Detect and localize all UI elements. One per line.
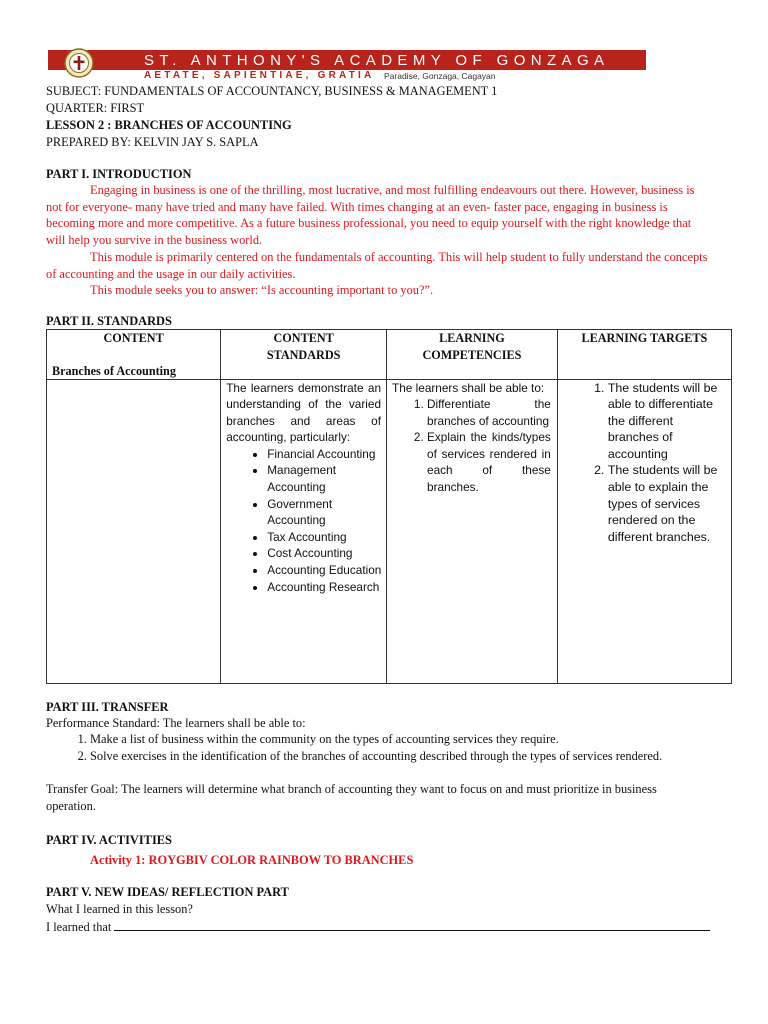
content-label: Branches of Accounting — [52, 363, 176, 378]
competency-item: 2. Explain the kinds/types of services rendered in each of these branches. — [427, 429, 551, 495]
content-body-cell — [47, 379, 221, 683]
answer-prefix: I learned that — [46, 920, 112, 934]
school-seal-icon — [64, 48, 94, 78]
standards-header-cell — [221, 330, 387, 380]
branch-item: • Accounting Research — [267, 579, 386, 596]
standards-header-row — [47, 330, 732, 380]
targets-body-cell — [557, 379, 731, 683]
performance-standard: Performance Standard: The learners shall be able to: — [46, 716, 306, 730]
targets-list — [558, 380, 731, 546]
standards-body-cell — [221, 379, 387, 683]
standards-body-row — [47, 379, 732, 683]
competencies-body-cell — [387, 379, 558, 683]
branch-item: • Financial Accounting — [267, 446, 386, 463]
intro-paragraph-1: Engaging in business is one of the thrilling, most lucrative, and most fulfilling endeavours out there. However, business is not for everyone- many have tried and many have failed. With times changing at an even- faster pace, engaging in business is becoming more and more competitive. As a future business professional, you need to equip yourself with the right knowledge that will help you survive in the business world. — [46, 183, 695, 248]
school-location: Paradise, Gonzaga, Cagayan — [384, 71, 496, 81]
competencies-list — [387, 396, 557, 496]
content-header: CONTENT — [103, 331, 164, 345]
competencies-header: LEARNING COMPETENCIES — [422, 331, 522, 362]
part2-title: PART II. STANDARDS — [46, 314, 172, 328]
branch-item: • Management Accounting — [267, 462, 386, 495]
standards-intro: The learners demonstrate an understanding of the varied branches and areas of accounting, particularly: — [226, 380, 382, 445]
branch-item: • Accounting Education — [267, 562, 386, 579]
part1-title: PART I. INTRODUCTION — [46, 167, 192, 181]
activity-1: Activity 1: ROYGBIV COLOR RAINBOW TO BRANCHES — [90, 853, 414, 867]
standards-header: CONTENT STANDARDS — [266, 331, 341, 362]
prepared-by-line: PREPARED BY: KELVIN JAY S. SAPLA — [46, 135, 259, 149]
competencies-header-cell — [387, 330, 558, 380]
branch-item: • Cost Accounting — [267, 545, 386, 562]
targets-header-cell — [557, 330, 731, 380]
reflection-question: What I learned in this lesson? — [46, 902, 193, 916]
school-motto: AETATE, SAPIENTIAE, GRATIA — [144, 70, 375, 81]
competencies-intro: The learners shall be able to: — [392, 380, 545, 395]
subject-line: SUBJECT: FUNDAMENTALS OF ACCOUNTANCY, BUSINESS & MANAGEMENT 1 — [46, 84, 498, 98]
intro-paragraph-3: This module seeks you to answer: “Is accounting important to you?”. — [90, 283, 434, 297]
competency-item: 1. Differentiate the branches of accounting — [427, 396, 551, 429]
branches-list — [221, 446, 386, 595]
answer-blank-line[interactable] — [114, 918, 710, 931]
targets-header: LEARNING TARGETS — [581, 331, 708, 345]
reflection-answer — [46, 918, 710, 936]
transfer-item: 1. Make a list of business within the community on the types of accounting services they require. — [90, 731, 740, 748]
transfer-goal: Transfer Goal: The learners will determine what branch of accounting they want to focus on and must prioritize in business operation. — [46, 782, 657, 813]
transfer-list — [46, 731, 740, 764]
target-item: 2. The students will be able to explain the types of services rendered on the different branches. — [608, 462, 725, 545]
school-banner — [48, 48, 646, 80]
part3-title: PART III. TRANSFER — [46, 700, 169, 714]
branch-item: • Tax Accounting — [267, 529, 386, 546]
intro-paragraph-2: This module is primarily centered on the fundamentals of accounting. This will help student to fully understand the concepts of accounting and the usage in our daily activities. — [46, 250, 708, 281]
branch-item: • Government Accounting — [267, 496, 386, 529]
part5-title: PART V. NEW IDEAS/ REFLECTION PART — [46, 885, 289, 899]
standards-table — [46, 329, 732, 684]
target-item: 1. The students will be able to differentiate the different branches of accounting — [608, 380, 725, 463]
school-name: ST. ANTHONY'S ACADEMY OF GONZAGA — [144, 52, 610, 69]
quarter-line: QUARTER: FIRST — [46, 101, 145, 115]
lesson-line: LESSON 2 : BRANCHES OF ACCOUNTING — [46, 118, 292, 132]
transfer-item: 2. Solve exercises in the identification of the branches of accounting described through the types of services rendered. — [90, 748, 740, 765]
part4-title: PART IV. ACTIVITIES — [46, 833, 172, 847]
content-header-cell — [47, 330, 221, 380]
